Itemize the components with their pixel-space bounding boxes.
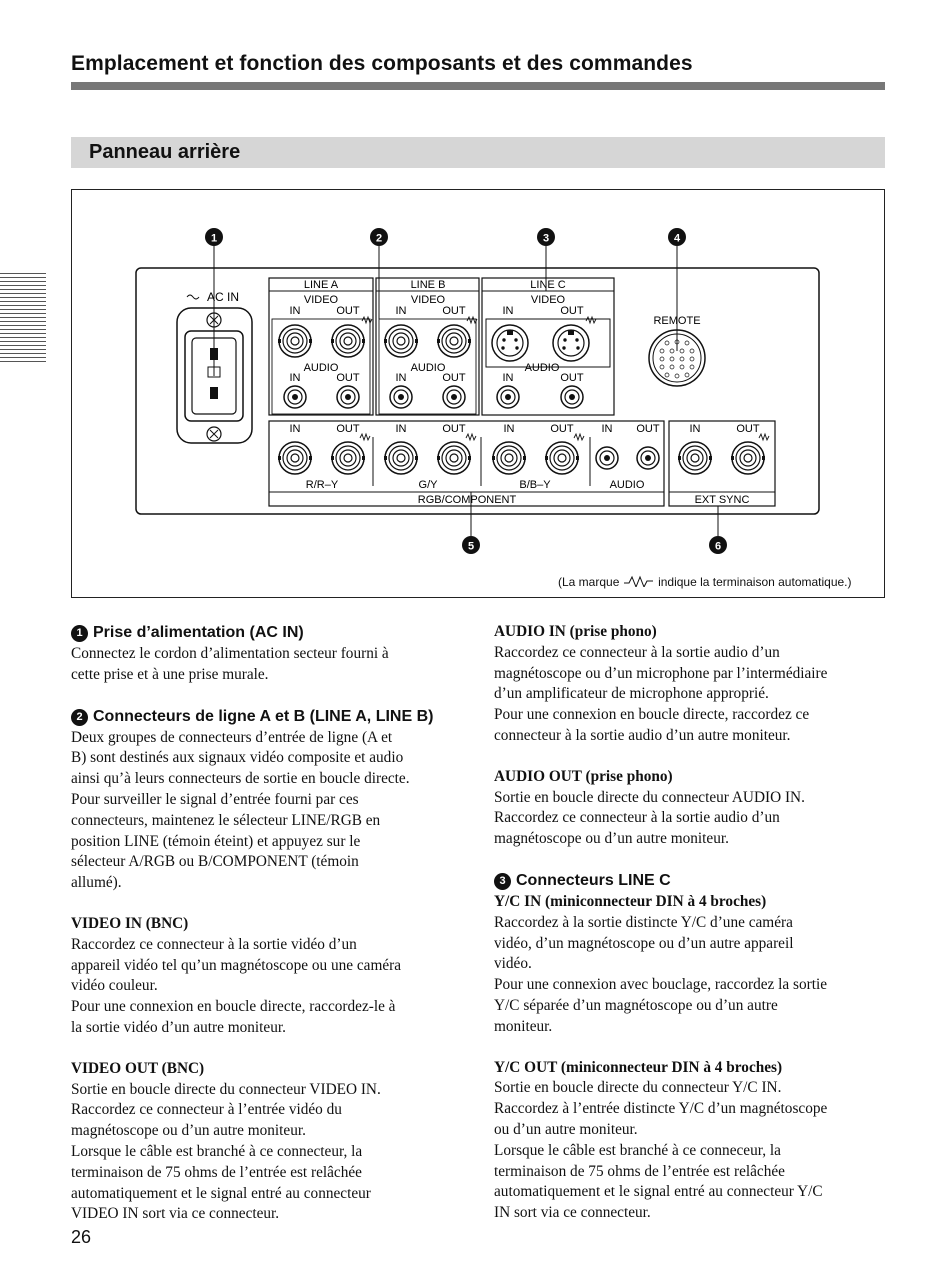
r-ry-label: R/R–Y (305, 479, 339, 491)
text-line: ou d’un autre moniteur. (494, 1120, 638, 1138)
callout-4-label: 4 (673, 232, 681, 245)
text-line: Sortie en boucle directe du connecteur VIDEO IN. (71, 1080, 381, 1098)
audio2-in-label: IN (601, 423, 613, 435)
text-line: connecteurs, maintenez le sélecteur LINE/RGB en (71, 811, 381, 829)
callout-6 (709, 536, 727, 554)
text-line: moniteur. (494, 1017, 553, 1035)
b-in-label: IN (503, 423, 515, 435)
line-c-audio-in-label: IN (502, 372, 514, 384)
text-line: vidéo. (494, 955, 532, 973)
callout-6-label: 6 (714, 540, 722, 553)
ext-sync-out-label: OUT (736, 423, 760, 435)
callout-2-marker: 2 (71, 709, 88, 726)
audio2-label: AUDIO (609, 479, 645, 491)
text-line: cette prise et à une prise murale. (71, 665, 269, 683)
callout-1 (205, 228, 223, 246)
text-line: automatiquement et le signal entré au connecteur (71, 1184, 371, 1202)
text-line: sélecteur A/RGB ou B/COMPONENT (témoin (71, 853, 359, 871)
callout-2-label: 2 (375, 232, 383, 245)
callout-3-label: 3 (542, 232, 550, 245)
rear-panel-diagram (72, 190, 886, 599)
line-b-audio-in-label: IN (395, 372, 407, 384)
line-a-audio-label: AUDIO (303, 362, 339, 374)
callout-1-marker: 1 (71, 625, 88, 642)
text-line: magnétoscope ou d’un microphone par l’intermédiaire (494, 664, 828, 682)
text-line: Pour une connexion avec bouclage, raccordez la sortie (494, 976, 827, 994)
line-b-video-in-label: IN (395, 305, 407, 317)
audio2-out-label: OUT (636, 423, 660, 435)
line-c-audio-out-label: OUT (560, 372, 584, 384)
text-line: Raccordez ce connecteur à la sortie vidéo d’un (71, 935, 357, 953)
ext-sync-in-label: IN (689, 423, 701, 435)
r-out-label: OUT (336, 423, 360, 435)
line-b-video-label: VIDEO (410, 294, 446, 306)
line-b-label: LINE B (410, 279, 446, 291)
b-out-label: OUT (550, 423, 574, 435)
text-line: la sortie vidéo d’un autre moniteur. (71, 1018, 286, 1036)
callout-5-label: 5 (467, 540, 475, 553)
text-line: vidéo, d’un magnétoscope ou d’un autre appareil (494, 934, 794, 952)
text-line: appareil vidéo tel qu’un magnétoscope ou une caméra (71, 956, 402, 974)
ext-sync-label: EXT SYNC (694, 494, 750, 506)
text-line: automatiquement et le signal entré au connecteur Y/C (494, 1183, 823, 1201)
callout-3 (537, 228, 555, 246)
line-a-label: LINE A (303, 279, 339, 291)
line-a-video-out-label: OUT (336, 305, 360, 317)
text-line: d’un amplificateur de microphone approprié. (494, 685, 769, 703)
heading-audio-out: AUDIO OUT (prise phono) (494, 767, 673, 785)
header-rule (71, 82, 885, 90)
line-a-audio-in-label: IN (289, 372, 301, 384)
heading-line-c: 3 Connecteurs LINE C (494, 870, 888, 892)
termination-mark-icon (623, 575, 655, 587)
chapter-title: Emplacement et fonction des composants et des commandes (71, 52, 693, 75)
heading-line-ab: 2 Connecteurs de ligne A et B (LINE A, LINE B) (71, 706, 465, 728)
line-a-video-in-label: IN (289, 305, 301, 317)
section-title: Panneau arrière (89, 141, 241, 163)
text-line: Raccordez ce connecteur à la sortie audio d’un (494, 643, 780, 661)
line-c-video-out-label: OUT (560, 305, 584, 317)
rgb-component-label: RGB/COMPONENT (417, 494, 517, 506)
line-b-audio-out-label: OUT (442, 372, 466, 384)
text-line: position LINE (témoin éteint) et appuyez sur le (71, 832, 361, 850)
text-line: Pour une connexion en boucle directe, raccordez-le à (71, 998, 396, 1016)
text-line: Lorsque le câble est branché à ce connecteur, la (71, 1142, 363, 1160)
heading-ac-in: 1 Prise d’alimentation (AC IN) (71, 622, 465, 644)
callout-5 (462, 536, 480, 554)
page-number: 26 (71, 1227, 92, 1247)
line-a-audio-out-label: OUT (336, 372, 360, 384)
text-line: Pour une connexion en boucle directe, raccordez ce (494, 706, 810, 724)
b-by-label: B/B–Y (519, 479, 551, 491)
heading-yc-out: Y/C OUT (miniconnecteur DIN à 4 broches) (494, 1058, 783, 1076)
text-line: magnétoscope ou d’un autre moniteur. (71, 1122, 306, 1140)
text-line: Raccordez à la sortie distincte Y/C d’une caméra (494, 913, 793, 931)
line-b-audio-label: AUDIO (410, 362, 446, 374)
rear-panel-figure (71, 189, 885, 598)
text-line: terminaison de 75 ohms de l’entrée est relâchée (71, 1163, 362, 1181)
right-column (494, 622, 888, 1224)
text-line: Lorsque le câble est branché à ce conneceur, la (494, 1141, 781, 1159)
text-line: Y/C séparée d’un magnétoscope ou d’un autre (494, 996, 778, 1014)
line-c-audio-label: AUDIO (524, 362, 560, 374)
line-c-video-in-label: IN (502, 305, 514, 317)
line-a-video-label: VIDEO (303, 294, 339, 306)
side-thumb-tab (0, 273, 46, 365)
callout-2 (370, 228, 388, 246)
callout-1-label: 1 (210, 232, 218, 245)
r-in-label: IN (289, 423, 301, 435)
text-line: ainsi qu’à leurs connecteurs de sortie en boucle directe. (71, 770, 410, 788)
text-line: vidéo couleur. (71, 977, 158, 995)
callout-3-marker: 3 (494, 873, 511, 890)
g-out-label: OUT (442, 423, 466, 435)
text-line: magnétoscope ou d’un autre moniteur. (494, 830, 729, 848)
text-line: Raccordez ce connecteur à l’entrée vidéo du (71, 1101, 342, 1119)
text-line: Connectez le cordon d’alimentation secteur fourni à (71, 645, 389, 662)
text-line: IN sort via ce connecteur. (494, 1204, 651, 1222)
text-line: Pour surveiller le signal d’entrée fourni par ces (71, 790, 359, 808)
text-line: Raccordez ce connecteur à la sortie audio d’un (494, 809, 780, 827)
heading-video-out: VIDEO OUT (BNC) (71, 1059, 205, 1077)
text-line: Deux groupes de connecteurs d’entrée de ligne (A et (71, 728, 393, 746)
text-line: VIDEO IN sort via ce connecteur. (71, 1205, 280, 1223)
text-line: allumé). (71, 874, 122, 892)
left-column (71, 622, 465, 1225)
heading-video-in: VIDEO IN (BNC) (71, 914, 189, 932)
text-line: terminaison de 75 ohms de l’entrée est relâchée (494, 1162, 785, 1180)
heading-yc-in: Y/C IN (miniconnecteur DIN à 4 broches) (494, 892, 767, 910)
figure-note (558, 575, 852, 589)
remote-label: REMOTE (653, 315, 701, 327)
callout-4 (668, 228, 686, 246)
g-in-label: IN (395, 423, 407, 435)
line-c-label: LINE C (530, 279, 566, 291)
text-line: Sortie en boucle directe du connecteur AUDIO IN. (494, 788, 805, 806)
text-line: Raccordez à l’entrée distincte Y/C d’un magnétoscope (494, 1100, 828, 1118)
note-prefix: (La marque (558, 575, 620, 589)
text-line: Sortie en boucle directe du connecteur Y/C IN. (494, 1079, 782, 1097)
heading-audio-in: AUDIO IN (prise phono) (494, 623, 657, 640)
g-y-label: G/Y (418, 479, 438, 491)
text-line: connecteur à la sortie audio d’un autre moniteur. (494, 726, 791, 744)
line-c-video-label: VIDEO (530, 294, 566, 306)
note-suffix: indique la terminaison automatique.) (658, 575, 852, 589)
ac-in-label: AC IN (207, 290, 240, 304)
line-b-video-out-label: OUT (442, 305, 466, 317)
text-line: B) sont destinés aux signaux vidéo composite et audio (71, 749, 404, 767)
